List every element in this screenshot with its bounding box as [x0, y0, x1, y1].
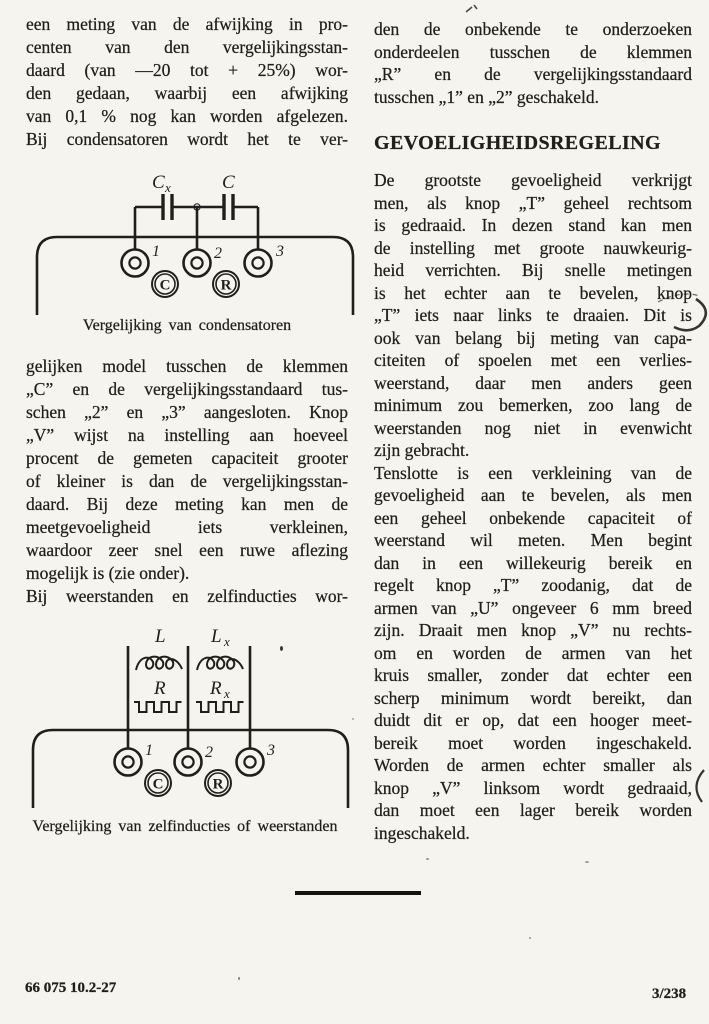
- text-line: zijn. Draait men knop „V” nu rechts-: [374, 620, 692, 640]
- right-column-paragraph-3: [374, 462, 692, 845]
- terminal-3: [237, 749, 264, 776]
- right-column-paragraph-1: [374, 18, 692, 108]
- knob-r-letter: R: [212, 776, 224, 793]
- label-cx-subscript: x: [165, 180, 171, 195]
- text-line: knop „V” linksom wordt gedraaid,: [374, 777, 692, 798]
- text-line: „T” iets naar links te draaien. Dit is: [374, 305, 692, 325]
- text-line: waardoor zeer snel een ruwe aflezing: [26, 540, 348, 560]
- knob-c-letter: C: [159, 277, 171, 294]
- text-line: onderdeelen tusschen de klemmen: [374, 41, 692, 62]
- label-lx-subscript: x: [224, 634, 230, 649]
- right-column-body: [374, 169, 692, 844]
- text-line: mogelijk is (zie onder).: [26, 563, 190, 583]
- ink-speck: [426, 858, 429, 860]
- section-heading: GEVOELIGHEIDSREGELING: [374, 132, 661, 154]
- text-line: ook van belang bij meting van capa-: [374, 327, 692, 348]
- inductor-symbol-lx: [197, 657, 243, 670]
- label-c: C: [222, 172, 235, 193]
- text-line: dan in een willekeurig bereik en: [374, 552, 692, 573]
- text-line: de instelling met groote nauwkeurig-: [374, 237, 692, 258]
- text-line: een meting van de afwijking in pro-: [26, 14, 348, 34]
- terminal-3-number: 3: [267, 742, 275, 759]
- text-line: is het echter aan te bevelen, knop: [374, 282, 692, 303]
- resistor-symbol-r: [134, 702, 182, 712]
- footer-page-number: 3/238: [652, 986, 687, 1002]
- figure-inductance-resistance-comparison: [18, 624, 362, 814]
- label-l: L: [155, 626, 166, 647]
- text-line: een geheel onbekende capaciteit of: [374, 507, 692, 528]
- terminal-3: [245, 250, 272, 277]
- right-column-paragraph-2: [374, 169, 692, 462]
- text-line: weerstanden nog niet in evenwicht: [374, 417, 692, 438]
- text-line: weerstand wil meten. Men begint: [374, 530, 692, 550]
- inductor-symbol-l: [136, 657, 182, 670]
- text-line: „C” en de vergelijkingsstandaard tus-: [26, 379, 348, 399]
- figure1-caption: Vergelijking van condensatoren: [82, 317, 292, 334]
- text-line: of kleiner is dan de vergelijkingsstan-: [26, 471, 348, 491]
- text-line: duidt dit er op, dat een hooger meet-: [374, 710, 692, 730]
- text-line: weerstand, daar men anders geen: [374, 372, 692, 393]
- label-r: R: [154, 678, 166, 699]
- text-line: „V” wijst na instelling aan hoeveel: [26, 425, 348, 445]
- text-line: schen „2” en „3” aangesloten. Knop: [26, 402, 348, 422]
- ink-speck-mark: [466, 5, 477, 12]
- text-line: meetgevoeligheid iets verkleinen,: [26, 517, 348, 537]
- terminal-1-number: 1: [152, 243, 160, 260]
- text-line: Tenslotte is een verkleining van de: [374, 462, 692, 483]
- text-line: tusschen „1” en „2” geschakeld.: [374, 86, 599, 107]
- ink-speck: [280, 646, 283, 651]
- text-line: heid verrichten. Bij snelle metingen: [374, 260, 692, 280]
- resistor-symbol-rx: [196, 702, 244, 712]
- handwritten-parenthesis-margin: [696, 770, 704, 802]
- text-line: regelt knop „T” zoodanig, dat de: [374, 575, 692, 595]
- terminal-1: [122, 250, 149, 277]
- text-line: citeiten of spoelen met een verlies-: [374, 350, 692, 370]
- terminal-1: [115, 749, 142, 776]
- text-line: van 0,1 % nog kan worden afgelezen.: [26, 106, 348, 126]
- left-column-paragraph-1: [26, 13, 348, 151]
- left-column-paragraph-2: [26, 355, 348, 608]
- text-line: dan moet een lager bereik worden: [374, 800, 692, 820]
- text-line: „R” en de vergelijkingsstandaard: [374, 64, 692, 84]
- text-line: om en worden de armen van het: [374, 642, 692, 663]
- ink-speck: [352, 718, 354, 720]
- text-line: procent de gemeten capaciteit grooter: [26, 448, 348, 468]
- terminal-2-number: 2: [205, 744, 213, 761]
- text-line: De grootste gevoeligheid verkrijgt: [374, 170, 692, 190]
- knob-r-letter: R: [220, 277, 232, 294]
- ink-speck: [529, 937, 531, 939]
- panel-outline: [33, 730, 348, 808]
- text-line: Bij condensatoren wordt het te ver-: [26, 129, 348, 149]
- text-line: scherp minimum wordt bereikt, dan: [374, 687, 692, 708]
- text-line: gelijken model tusschen de klemmen: [26, 356, 348, 376]
- terminal-1-number: 1: [145, 742, 153, 759]
- figure-capacitor-comparison: [18, 163, 362, 317]
- knob-c-letter: C: [152, 776, 164, 793]
- text-line: Bij weerstanden en zelfinducties wor-: [26, 586, 348, 606]
- label-lx: L: [211, 626, 222, 647]
- text-line: gevoeligheid aan te bevelen, als men: [374, 485, 692, 505]
- text-line: den gedaan, waarbij een afwijking: [26, 83, 348, 103]
- terminal-2-number: 2: [214, 245, 222, 262]
- text-line: ingeschakeld.: [374, 822, 470, 843]
- terminal-2: [184, 250, 211, 277]
- label-rx-subscript: x: [224, 686, 230, 701]
- text-line: kruis smaller, zonder dat echter een: [374, 665, 692, 685]
- text-line: den de onbekende te onderzoeken: [374, 19, 692, 39]
- ink-speck: [238, 977, 240, 980]
- terminal-3-number: 3: [276, 243, 284, 260]
- figure2-caption: Vergelijking van zelfinducties of weerstanden: [32, 818, 338, 835]
- ink-speck: [585, 861, 589, 863]
- text-line: daard. Bij deze meting kan men de: [26, 494, 348, 514]
- terminal-2: [175, 749, 202, 776]
- label-cx: C: [152, 172, 165, 193]
- label-rx: R: [210, 678, 222, 699]
- text-line: centen van den vergelijkingsstan-: [26, 37, 348, 57]
- text-line: armen van „U” ongeveer 6 mm breed: [374, 597, 692, 618]
- text-line: zijn gebracht.: [374, 440, 470, 460]
- text-line: daard (van —20 tot + 25%) wor-: [26, 60, 348, 80]
- text-line: bereik moet worden ingeschakeld.: [374, 732, 692, 753]
- footer-print-code: 66 075 10.2-27: [25, 980, 117, 996]
- text-line: Worden de armen echter smaller als: [374, 755, 692, 775]
- text-line: is gedraaid. In dezen stand kan men: [374, 215, 692, 235]
- text-line: men, als knop „T” geheel rechtsom: [374, 192, 692, 213]
- section-divider-rule: [295, 891, 421, 895]
- text-line: minimum zou bemerken, zoo lang de: [374, 395, 692, 415]
